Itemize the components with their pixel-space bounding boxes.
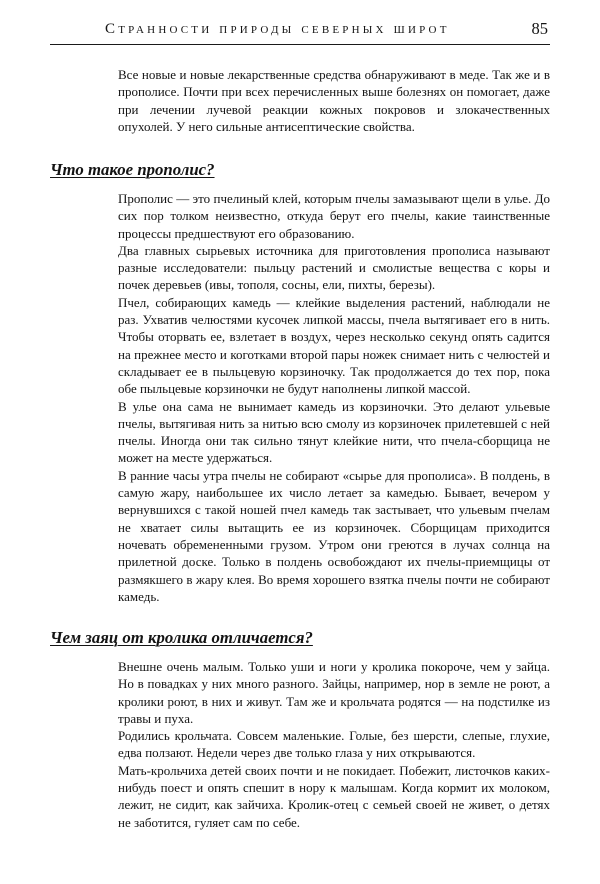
paragraph: Два главных сырьевых источника для приготовления прополиса называют разные исследователи: пыльцу растений и смолистые вещества с коры и почек деревьев (ивы, тополя, сосны, ели, пихты, березы). [118, 242, 550, 293]
paragraph: Мать-крольчиха детей своих почти и не покидает. Побежит, листочков каких-нибудь поест и опять спешит в нору к малышам. Когда кормит их молоком, лежит, не сидит, как зайчиха. Кролик-отец с семьей своей не живет, о детях не заботится, гуляет сам по себе. [118, 762, 550, 830]
paragraph: Пчел, собирающих камедь — клейкие выделения растений, наблюдали не раз. Ухватив челюстями кусочек липкой массы, пчела вытягивает его в нить. Чтобы оторвать ее, взлетает в воздух, через несколько секунд опять садится на прежнее место и коготками второй пары ножек снимает нить с челюстей и складывает ее в пыльцевую корзиночку. Так продолжается до тех пор, пока обе пыльцевые корзиночки не будут наполнены липкой массой. [118, 294, 550, 397]
paragraph: В улье она сама не вынимает камедь из корзиночки. Это делают ульевые пчелы, вытягивая нить за нитью всю смолу из корзиночек прилетевшей с ней пчелы. Иногда они так сильно тянут клейкие нити, что пчела-сборщица не может на месте удержаться. [118, 398, 550, 466]
paragraph: Все новые и новые лекарственные средства обнаруживают в меде. Так же и в прополисе. Почти при всех перечисленных выше болезнях он помогает, даже при лечении лучевой реакции кожных покровов и злокачественных опухолей. У него сильные антисептические свойства. [118, 67, 550, 134]
section-heading-propolis: Что такое прополис? [50, 160, 215, 179]
paragraph: Прополис — это пчелиный клей, которым пчелы замазывают щели в улье. До сих пор толком неизвестно, откуда берут его пчелы, какие таинственные процессы предшествуют его образованию. [118, 191, 550, 241]
section-body-propolis [118, 190, 550, 605]
running-title: Странности природы северных широт [105, 21, 450, 37]
paragraph: В ранние часы утра пчелы не собирают «сырье для прополиса». В полдень, в самую жару, наибольшее их число летает за камедью. Бывает, вечером у вернувшихся с такой ношей пчел камедь так застывает, что ульевым пчелам не хватает силы вытащить ее из корзиночек. Сборщицам приходится ночевать обремененными грузом. Утром они греются в лучах солнца на прилетной доске. Только в полдень освобождают их пчелы-приемщицы от размякшего в жару клея. Во время хорошего взятка пчелы почти не собирают камедь. [118, 467, 550, 604]
section-heading-hare-rabbit: Чем заяц от кролика отличается? [50, 628, 313, 647]
paragraph: Внешне очень малым. Только уши и ноги у кролика покороче, чем у зайца. Но в повадках у них много разного. Зайцы, например, нор в земле не роют, а кролики роют, в них и живут. Там же и крольчата родятся — на подстилке из травы и пуха. [118, 659, 550, 726]
running-header [50, 14, 550, 45]
section-body-hare-rabbit [118, 658, 550, 831]
paragraph: Родились крольчата. Совсем маленькие. Голые, без шерсти, слепые, глухие, едва ползают. Недели через две только глаза у них открываются. [118, 728, 550, 761]
intro-text [118, 66, 550, 135]
page-number: 85 [531, 19, 548, 38]
